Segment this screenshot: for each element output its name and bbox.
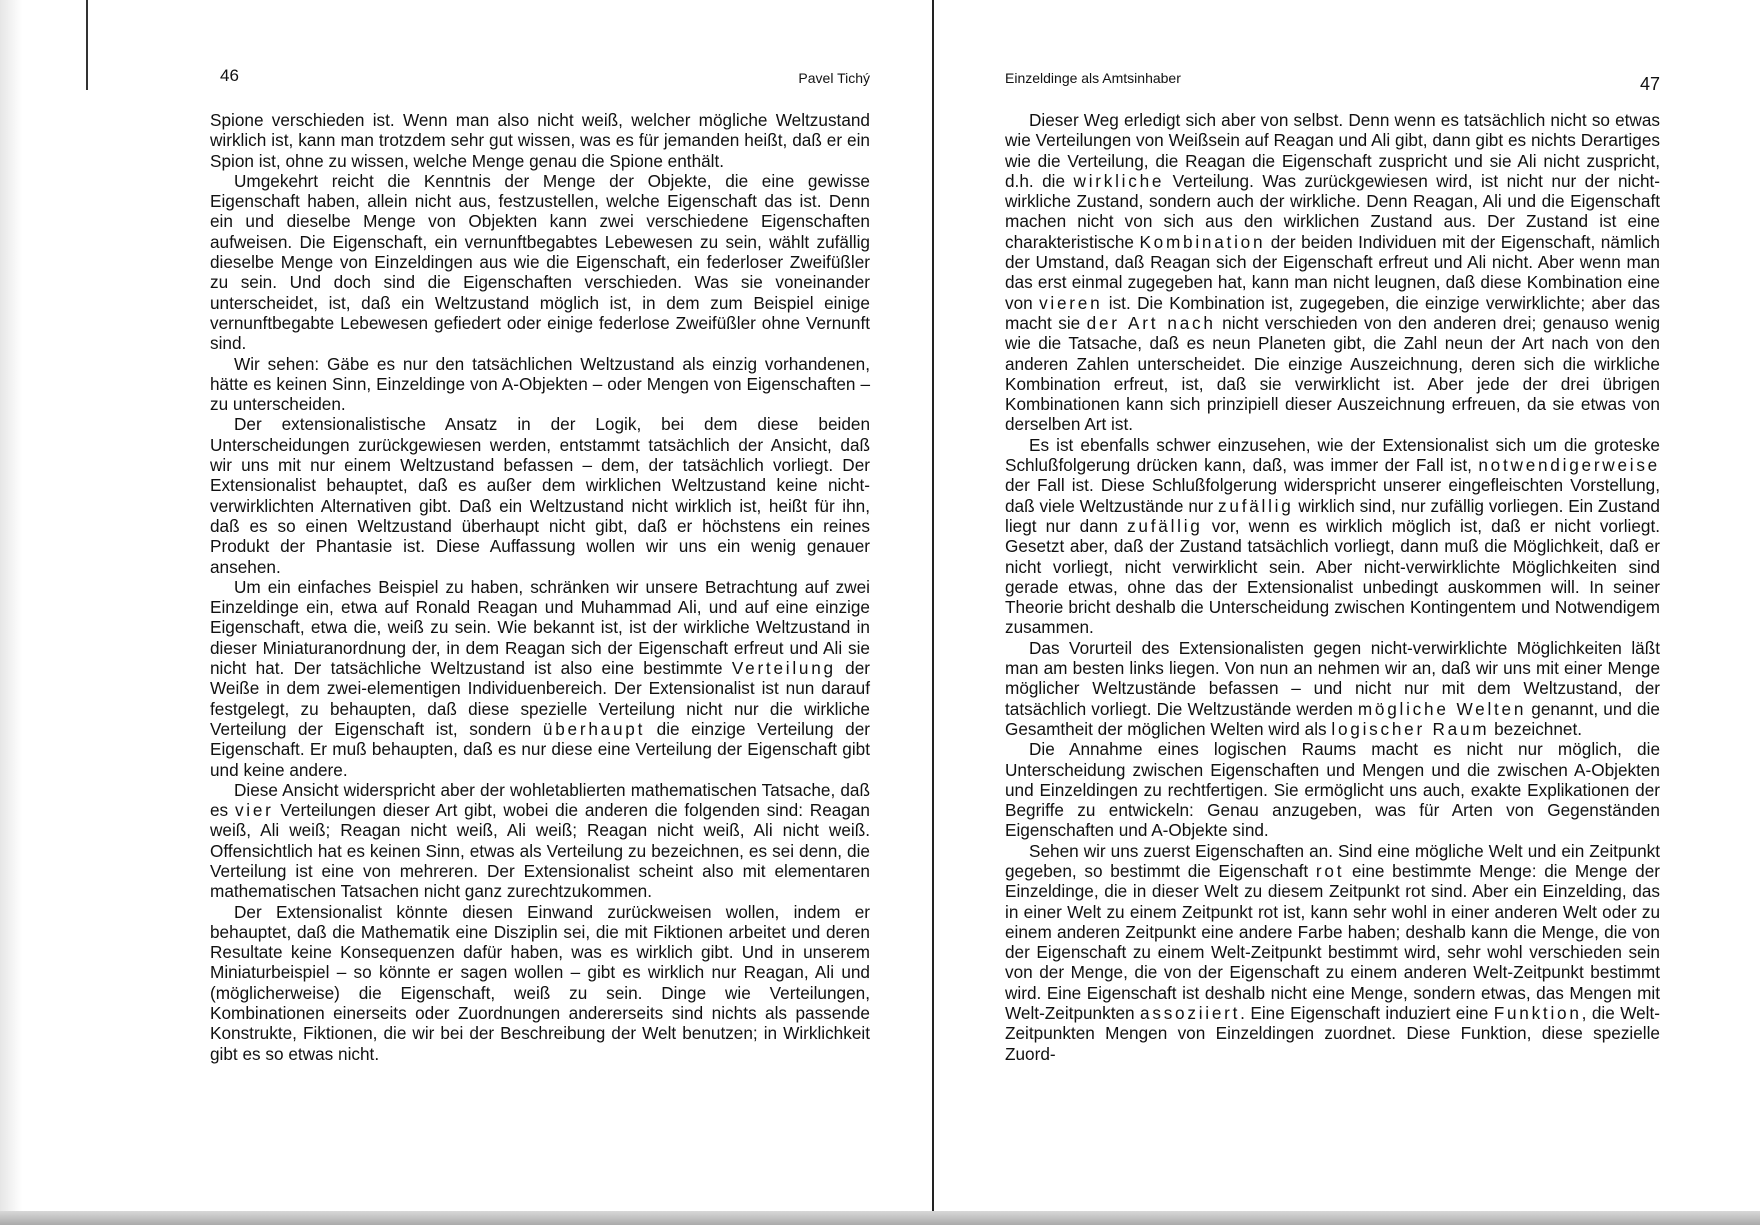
left-running-title: Pavel Tichý [798,70,870,86]
paragraph: Diese Ansicht widerspricht aber der wohletablierten mathematischen Tatsache, daß es vier Verteilungen dieser Art gibt, wobei die anderen die folgenden sind: Reagan weiß, Ali weiß; Reagan nicht weiß, Ali weiß; Reagan nicht weiß, Ali nicht weiß. Offensichtlich hat es keinen Sinn, etwas als Verteilung zu bezeichnen, es sei denn, die Verteilung ist eine von mehreren. Der Extensionalist scheint also mit elementaren mathematischen Tatsachen nicht ganz zurechtzukommen. [210,779,870,902]
emphasis: notwendigerweise [1478,455,1660,476]
right-running-title: Einzeldinge als Amtsinhaber [1005,70,1181,86]
paragraph: Spione verschieden ist. Wenn man also nicht weiß, welcher mögliche Weltzustand wirklich ist, kann man trotzdem sehr gut wissen, was es für jemanden heißt, daß er ein Spion ist, ohne zu wissen, welche Menge genau die Spione enthält. [210,110,870,171]
binding-edge [86,0,88,90]
right-page [1005,0,1660,1225]
right-page-number: 47 [1639,74,1660,94]
scan-bottom-edge [0,1211,1760,1225]
emphasis: der Art nach [1086,312,1216,333]
paragraph: Der extensionalistische Ansatz in der Logik, bei dem diese beiden Unterscheidungen zurückgewiesen werden, entstammt tatsächlich der Ansicht, daß wir uns mit nur einem Weltzustand befassen – dem, der tatsächlich vorliegt. Der Extensionalist behauptet, daß es außer dem wirklichen Weltzustand keine nicht-verwirklichten Alternativen gibt. Daß ein Weltzustand nicht wirklich ist, heißt für ihn, daß es so einen Weltzustand überhaupt nicht gibt, daß er höchstens ein reines Produkt der Phantasie ist. Diese Auffassung wollen wir uns ein wenig genauer ansehen. [210,414,870,577]
emphasis: Verteilung [731,658,836,679]
paragraph: Sehen wir uns zuerst Eigenschaften an. Sind eine mögliche Welt und ein Zeitpunkt gegeben, so bestimmt die Eigenschaft rot eine bestimmte Menge: die Menge der Einzeldinge, die in dieser Welt zu diesem Zeitpunkt rot sind. Aber ein Einzelding, das in einer Welt zu einem Zeitpunkt rot ist, kann sehr wohl in einer anderen Welt oder zu einem anderen Zeitpunkt eine andere Farbe haben; deshalb kann die Menge, die von der Eigenschaft zu einem Welt-Zeitpunkt bestimmt wird, sehr wohl verschieden sein von der Menge, die von der Eigenschaft zu einem anderen Welt-Zeitpunkt bestimmt wird. Eine Eigenschaft ist deshalb nicht eine Menge, sondern etwas, das Mengen mit Welt-Zeitpunkten assoziiert. Eine Eigenschaft induziert eine Funktion, die Welt-Zeitpunkten Mengen von Einzeldingen zuordnet. Diese Funktion, diese spezielle Zuord- [1005,840,1660,1064]
emphasis: logischer Raum [1331,718,1490,739]
left-body-text [210,110,870,1064]
emphasis: assoziiert [1140,1003,1241,1024]
paragraph: Das Vorurteil des Extensionalisten gegen nicht-verwirklichte Möglichkeiten läßt man am besten links liegen. Von nun an nehmen wir an, daß wir uns mit einer Menge möglicher Weltzustände befassen – und nicht nur mit dem Weltzustand, der tatsächlich vorliegt. Die Weltzustände werden mögliche Welten genannt, und die Gesamtheit der möglichen Welten wird als logischer Raum bezeichnet. [1005,637,1660,739]
paragraph: Die Annahme eines logischen Raums macht es nicht nur möglich, die Unterscheidung zwischen Eigenschaften und Mengen und die zwischen A-Objekten und Einzeldingen zu rechtfertigen. Sie ermöglicht uns auch, exakte Explikationen der Begriffe zu entwickeln: Genau anzugeben, was für Arten von Gegenständen Eigenschaften und A-Objekte sind. [1005,739,1660,841]
paragraph: Umgekehrt reicht die Kenntnis der Menge der Objekte, die eine gewisse Eigenschaft haben, allein nicht aus, festzustellen, welche Eigenschaft das ist. Denn ein und dieselbe Menge von Objekten kann zwei verschiedene Eigenschaften aufweisen. Die Eigenschaft, ein vernunftbegabtes Lebewesen zu sein, wählt zufällig dieselbe Menge von Einzeldingen aus wie die Eigenschaft, ein federloser Zweifüßler zu sein. Und doch sind die Eigenschaften verschieden. Was sie voneinander unterscheidet, ist, daß ein Weltzustand möglich ist, in dem zum Beispiel einige vernunftbegabte Lebewesen gefiedert oder einige federlose Zweifüßler ohne Vernunft sind. [210,170,870,354]
paragraph: Es ist ebenfalls schwer einzusehen, wie der Extensionalist sich um die groteske Schlußfolgerung drücken kann, daß, was immer der Fall ist, notwendigerweise der Fall ist. Diese Schlußfolgerung widerspricht unserer eingefleischten Vorstellung, daß viele Weltzustände nur zufällig wirklich sind, nur zufällig vorliegen. Ein Zustand liegt nur dann zufällig vor, wenn es wirklich möglich ist, daß er nicht vorliegt. Gesetzt aber, daß der Zustand tatsächlich vorliegt, dann muß die Möglichkeit, daß er nicht vorliegt, nicht verwirklicht sein. Aber nicht-verwirklichte Möglichkeiten sind gerade etwas, ohne das der Extensionalist unbedingt auskommen will. In seiner Theorie bricht deshalb die Unterscheidung zwischen Kontingentem und Notwendigem zusammen. [1005,434,1661,638]
emphasis: vier [234,800,274,821]
emphasis: vieren [1039,292,1103,313]
emphasis: Kombination [1139,231,1266,252]
emphasis: mögliche Welten [1357,698,1527,719]
emphasis: Funktion [1493,1003,1582,1024]
right-body-text [1005,110,1660,1064]
emphasis: rot [1315,860,1345,881]
paragraph: Um ein einfaches Beispiel zu haben, schränken wir unsere Betrachtung auf zwei Einzeldinge ein, etwa auf Ronald Reagan und Muhammad Ali, und auf eine einzige Eigenschaft, etwa die, weiß zu sein. Wie bekannt ist, ist der wirkliche Weltzustand in dieser Miniaturanordnung der, in dem Reagan sich der Eigenschaft erfreut und Ali sie nicht hat. Der tatsächliche Weltzustand ist also eine bestimmte Verteilung der Weiße in dem zwei-elementigen Individuenbereich. Der Extensionalist ist nun darauf festgelegt, zu behaupten, daß diese spezielle Verteilung nicht nur die wirkliche Verteilung der Eigenschaft ist, sondern überhaupt die einzige Verteilung der Eigenschaft. Er muß behaupten, daß es nur diese eine Verteilung der Eigenschaft gibt und keine andere. [210,576,870,780]
left-page-number: 46 [220,66,239,85]
paragraph: Der Extensionalist könnte diesen Einwand zurückweisen wollen, indem er behauptet, daß die Mathematik eine Disziplin sei, die mit Fiktionen arbeitet und deren Resultate keine Konsequenzen dafür haben, was es wirklich gibt. Und in unserem Miniaturbeispiel – so könnte er sagen wollen – gibt es wirklich nur Reagan, Ali und (möglicherweise) die Eigenschaft, weiß zu sein. Dinge wie Verteilungen, Kombinationen einerseits oder Zuordnungen andererseits sind nichts als passende Konstrukte, Fiktionen, die wir bei der Beschreibung der Welt benutzen; in Wirklichkeit gibt es so etwas nicht. [210,901,870,1064]
emphasis: überhaupt [542,718,646,739]
scan-shadow-left [0,0,22,1225]
emphasis: wirkliche [1073,170,1165,191]
left-page [210,0,870,1225]
page-gutter [932,0,934,1225]
emphasis: zufällig [1218,495,1294,516]
emphasis: zufällig [1127,515,1203,536]
paragraph: Wir sehen: Gäbe es nur den tatsächlichen Weltzustand als einzig vorhandenen, hätte es keinen Sinn, Einzeldinge von A-Objekten – oder Mengen von Eigenschaften – zu unterscheiden. [210,353,870,415]
left-running-head [210,66,870,90]
right-running-head [1005,66,1660,94]
paragraph: Dieser Weg erledigt sich aber von selbst. Denn wenn es tatsächlich nicht so etwas wie Verteilungen von Weißsein auf Reagan und Ali gibt, dann gibt es nichts Derartiges wie die Verteilung, die Reagan die Eigenschaft zuspricht und sie Ali nicht zuspricht, d.h. die wirkliche Verteilung. Was zurückgewiesen wird, ist nicht nur der nicht-wirkliche Zustand, sondern auch der wirkliche. Denn Reagan, Ali und die Eigenschaft machen nicht von sich aus den wirklichen Zustand aus. Der Zustand ist eine charakteristische Kombination der beiden Individuen mit der Eigenschaft, nämlich der Umstand, daß Reagan sich der Eigenschaft erfreut und Ali nicht. Aber wenn man das erst einmal zugegeben hat, kann man nicht leugnen, daß diese Kombination eine von vieren ist. Die Kombination ist, zugegeben, die einzige verwirklichte; aber das macht sie der Art nach nicht verschieden von den anderen drei; genauso wenig wie die Tatsache, daß es neun Planeten gibt, die Zahl neun der Art nach von den anderen Zahlen unterscheidet. Die einzige Auszeichnung, deren sich die wirkliche Kombination erfreut, ist, daß sie verwirklicht ist. Aber jede der drei übrigen Kombinationen kann sich prinzipiell dieser Auszeichnung erfreuen, da sie etwas von derselben Art ist. [1005,110,1661,435]
